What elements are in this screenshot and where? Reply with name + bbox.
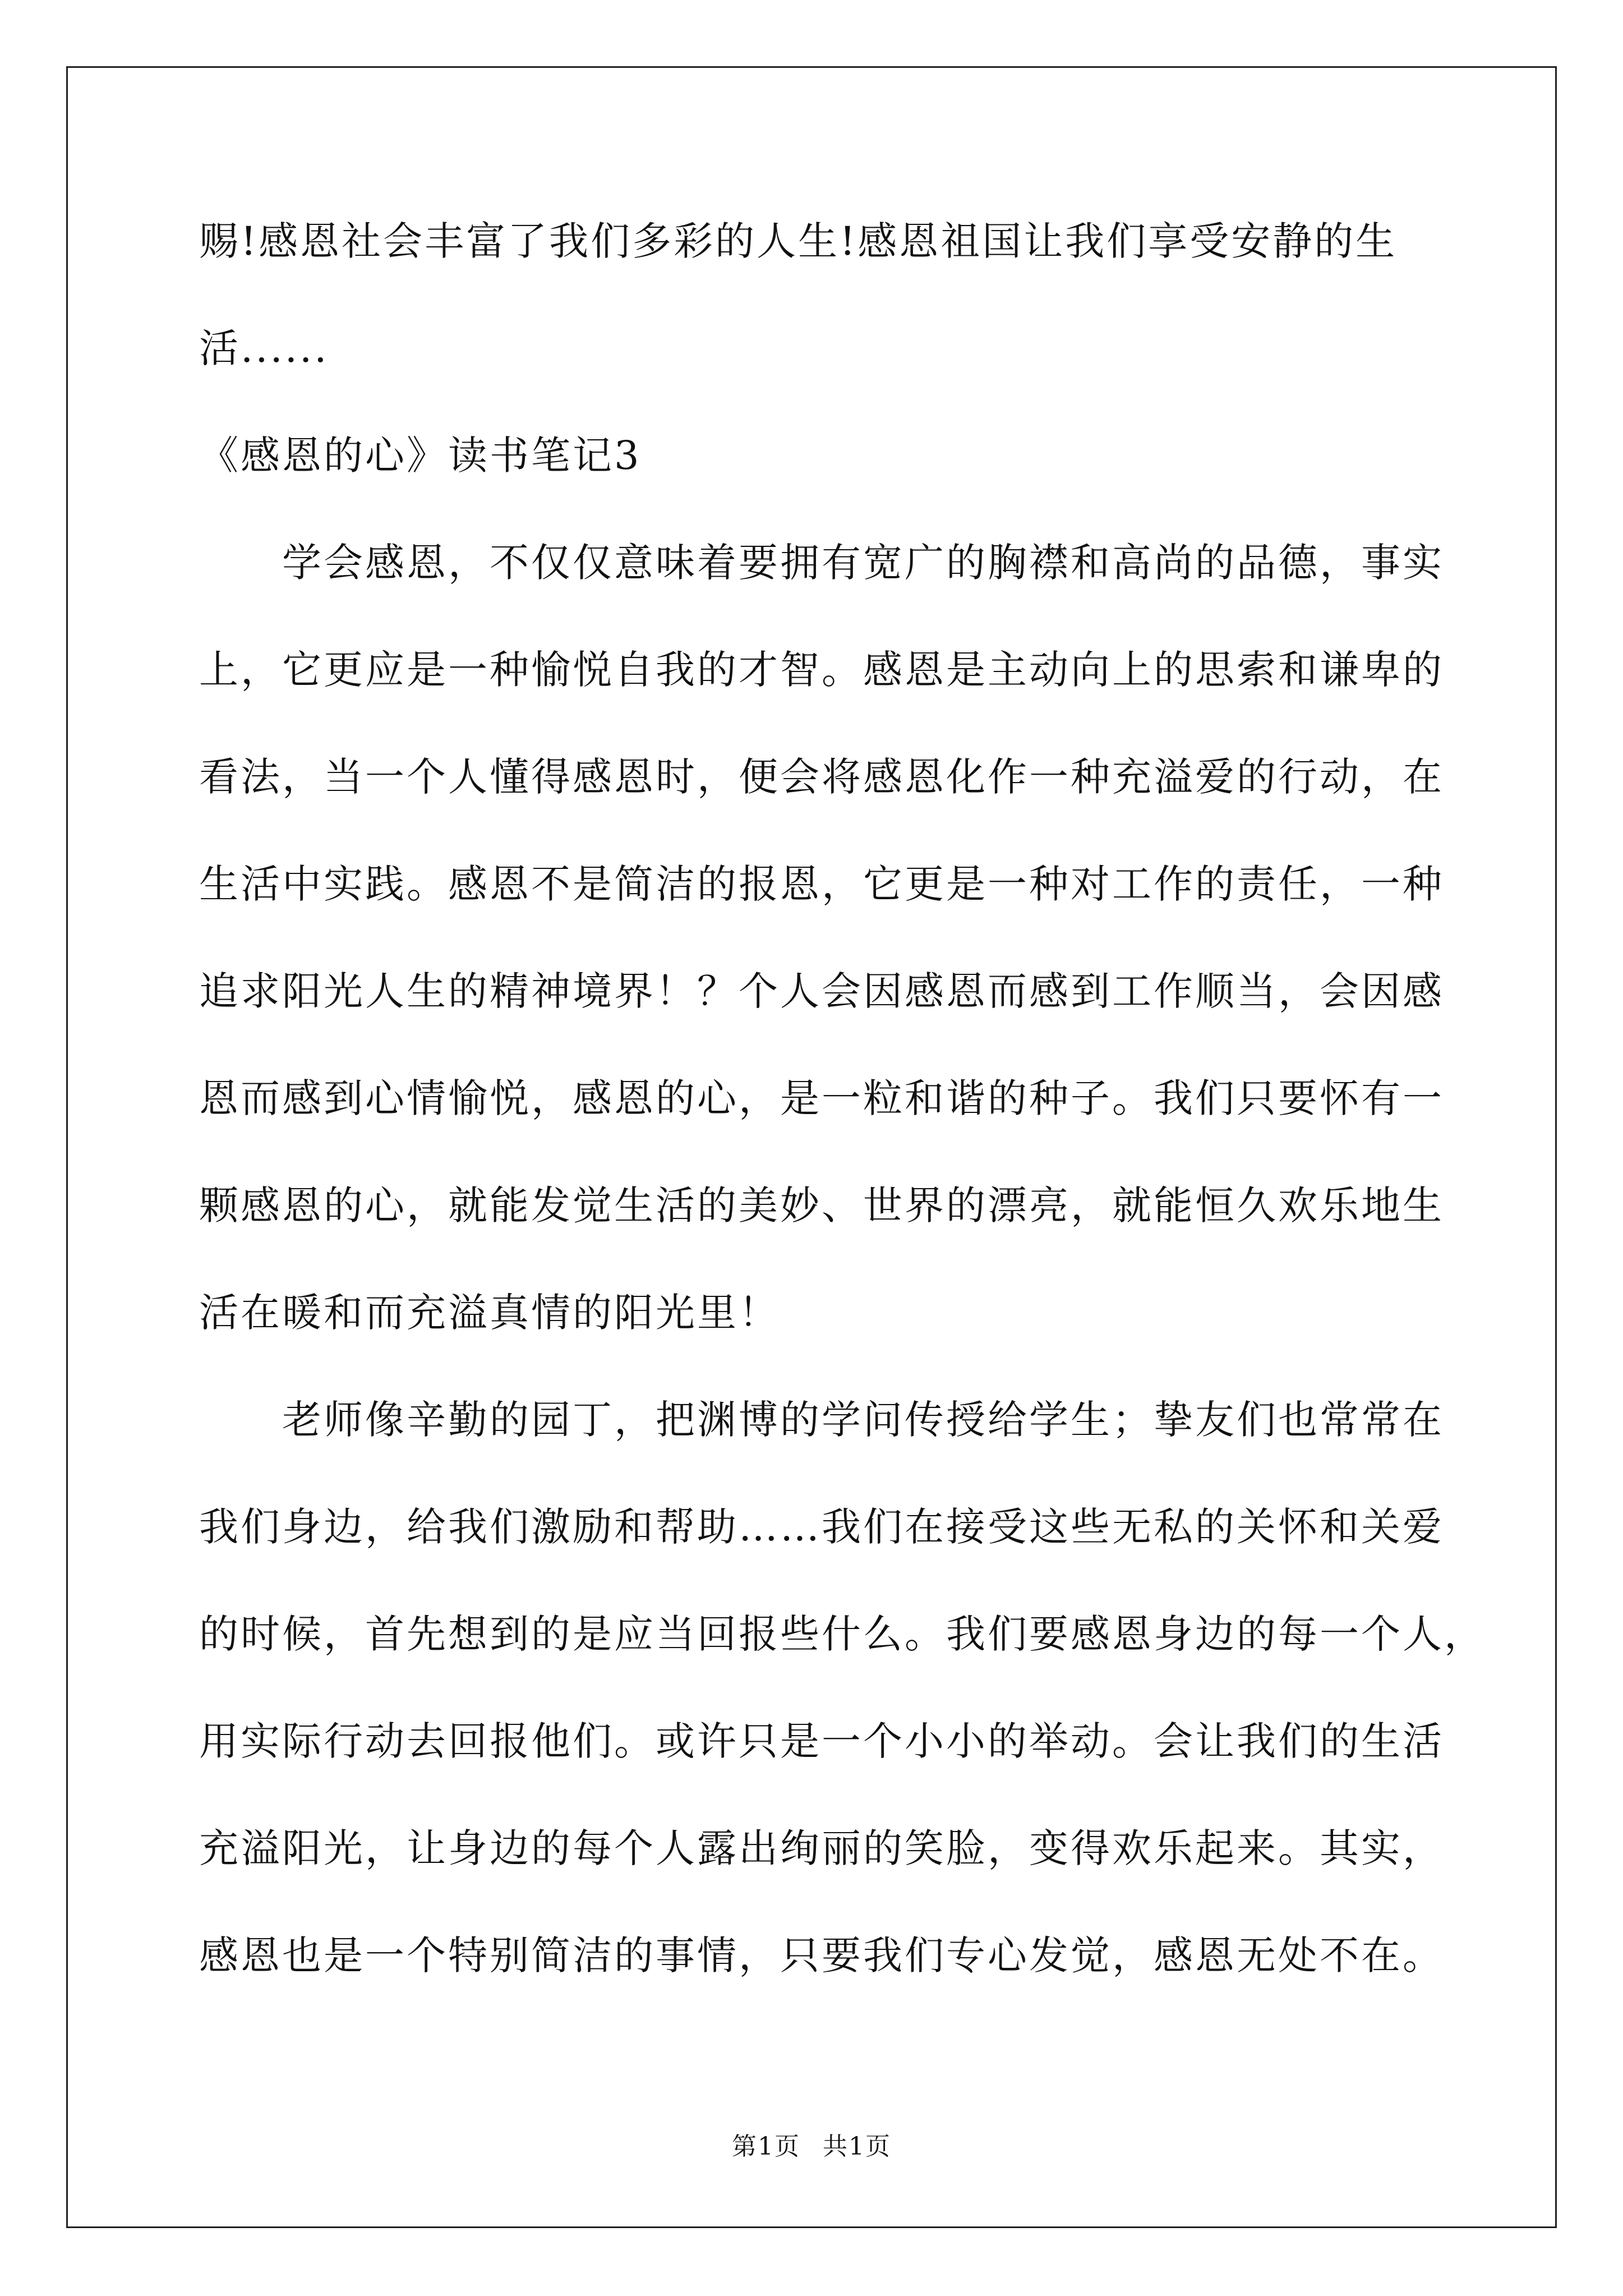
- text-line: 充溢阳光，让身边的每个人露出绚丽的笑脸，变得欢乐起来。其实，: [199, 1825, 1444, 1871]
- text-line: 老师像辛勤的园丁，把渊博的学问传授给学生；挚友们也常常在: [199, 1397, 1444, 1443]
- text-line: 感恩也是一个特别简洁的事情，只要我们专心发觉，感恩无处不在。: [199, 1932, 1444, 1978]
- page-footer: [0, 2126, 1623, 2162]
- text-line: 恩而感到心情愉悦，感恩的心，是一粒和谐的种子。我们只要怀有一: [199, 1075, 1444, 1121]
- page-number: 第1页: [732, 2132, 800, 2161]
- text-line: 颗感恩的心，就能发觉生活的美妙、世界的漂亮，就能恒久欢乐地生: [199, 1182, 1444, 1228]
- text-line: 看法，当一个人懂得感恩时，便会将感恩化作一种充溢爱的行动，在: [199, 754, 1444, 800]
- text-line: 用实际行动去回报他们。或许只是一个小小的举动。会让我们的生活: [199, 1718, 1444, 1764]
- page-total: 共1页: [823, 2132, 891, 2161]
- document-body: [199, 213, 1486, 2035]
- text-line: 活......: [199, 325, 329, 371]
- text-line: 我们身边，给我们激励和帮助……我们在接受这些无私的关怀和关爱: [199, 1504, 1444, 1550]
- section-heading: 《感恩的心》读书笔记3: [199, 432, 642, 478]
- text-line: 的时候，首先想到的是应当回报些什么。我们要感恩身边的每一个人，: [199, 1611, 1486, 1657]
- text-line: 赐!感恩社会丰富了我们多彩的人生!感恩祖国让我们享受安静的生: [199, 218, 1398, 264]
- text-line: 追求阳光人生的精神境界！？个人会因感恩而感到工作顺当，会因感: [199, 968, 1444, 1014]
- text-line: 上，它更应是一种愉悦自我的才智。感恩是主动向上的思索和谦卑的: [199, 647, 1444, 693]
- text-line: 生活中实践。感恩不是简洁的报恩，它更是一种对工作的责任，一种: [199, 861, 1444, 907]
- text-line: 学会感恩，不仅仅意味着要拥有宽广的胸襟和高尚的品德，事实: [199, 540, 1444, 586]
- text-line: 活在暖和而充溢真情的阳光里！: [199, 1290, 780, 1336]
